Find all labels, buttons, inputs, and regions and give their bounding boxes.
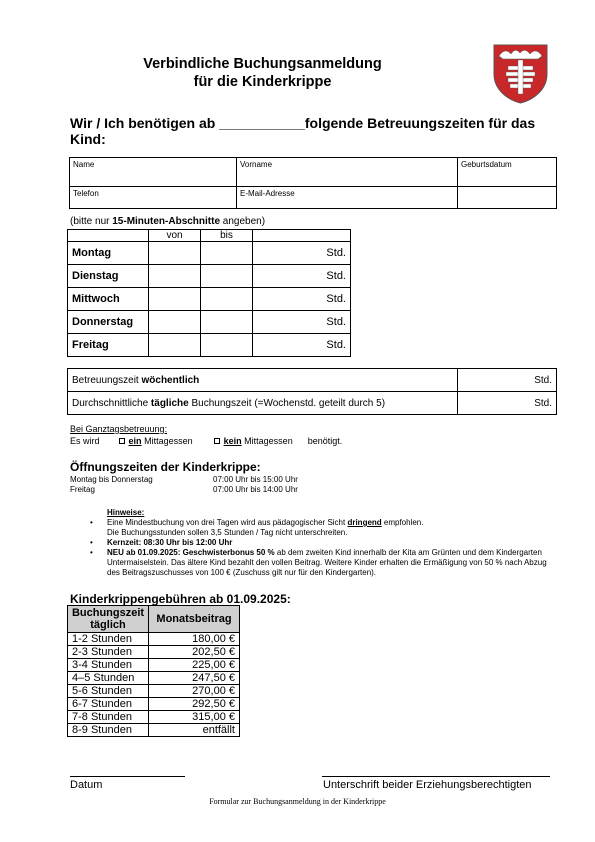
fee-hours: 1-2 Stunden bbox=[68, 633, 149, 646]
schedule-header-blank bbox=[253, 230, 351, 242]
schedule-note-post: angeben) bbox=[220, 216, 266, 227]
bis-field[interactable] bbox=[201, 288, 253, 311]
fee-price: 270,00 € bbox=[149, 685, 240, 698]
email-field[interactable] bbox=[237, 187, 458, 209]
von-field[interactable] bbox=[149, 311, 201, 334]
form-title-line2: für die Kinderkrippe bbox=[193, 74, 332, 90]
weekly-hours-label bbox=[68, 369, 458, 392]
empty-field[interactable] bbox=[458, 187, 557, 209]
telefon-label: Telefon bbox=[73, 189, 99, 198]
opening-time: 07:00 Uhr bis 14:00 Uhr bbox=[213, 485, 298, 494]
day-label: Dienstag bbox=[68, 265, 149, 288]
email-label: E-Mail-Adresse bbox=[240, 189, 295, 198]
day-label: Mittwoch bbox=[68, 288, 149, 311]
opening-hours-heading: Öffnungszeiten der Kinderkrippe: bbox=[70, 460, 261, 474]
weekly-hours-field[interactable]: Std. bbox=[458, 369, 557, 392]
telefon-field[interactable] bbox=[70, 187, 237, 209]
vorname-label: Vorname bbox=[240, 160, 273, 169]
fee-price: 315,00 € bbox=[149, 711, 240, 724]
geburtsdatum-label: Geburtsdatum bbox=[461, 160, 512, 169]
hinweis-1-bold: dringend bbox=[347, 518, 382, 527]
opening-days: Freitag bbox=[70, 485, 95, 494]
bis-field[interactable] bbox=[201, 265, 253, 288]
day-label: Donnerstag bbox=[68, 311, 149, 334]
personal-data-table bbox=[69, 157, 557, 209]
schedule-table bbox=[67, 229, 351, 357]
daily-average-pre: Durchschnittliche bbox=[72, 397, 151, 409]
table-row bbox=[68, 633, 240, 646]
table-row bbox=[68, 685, 240, 698]
hinweis-item bbox=[107, 538, 555, 548]
page-footer: Formular zur Buchungsanmeldung in der Kinderkrippe bbox=[209, 797, 386, 806]
datum-label: Datum bbox=[70, 779, 103, 791]
fees-header-price: Monatsbeitrag bbox=[149, 606, 240, 633]
schedule-note-bold: 15-Minuten-Abschnitte bbox=[112, 216, 221, 227]
fees-table bbox=[67, 605, 240, 737]
fee-price: 292,50 € bbox=[149, 698, 240, 711]
ein-mittagessen-checkbox[interactable] bbox=[119, 438, 125, 444]
table-row bbox=[68, 646, 240, 659]
fee-price: 202,50 € bbox=[149, 646, 240, 659]
mittagessen-text: Mittagessen bbox=[144, 436, 193, 446]
hinweis-1-pre: Eine Mindestbuchung von drei Tagen wird aus pädagogischer Sicht bbox=[107, 518, 348, 527]
fees-heading: Kinderkrippengebühren ab 01.09.2025: bbox=[70, 592, 291, 606]
fee-price: 180,00 € bbox=[149, 633, 240, 646]
hinweis-3-text: ab dem zweiten Kind innerhalb der Kita am Grünten und dem Kindergarten Untermaiselstein. Das ältere Kind bezahlt den vollen Beitrag. Weitere Kinder erhalten die Ermäßigung von 50 % nach Abzug des Beitragszuschusses von 100 € (Zuschuss gilt nur für den Kindergarten). bbox=[107, 548, 547, 577]
datum-line[interactable] bbox=[70, 776, 185, 777]
form-title-line1: Verbindliche Buchungsanmeldung bbox=[143, 56, 382, 72]
geburtsdatum-field[interactable] bbox=[458, 158, 557, 187]
std-field[interactable]: Std. bbox=[253, 288, 351, 311]
fees-header-hours: Buchungszeit täglich bbox=[68, 606, 149, 633]
bis-field[interactable] bbox=[201, 311, 253, 334]
von-field[interactable] bbox=[149, 288, 201, 311]
von-field[interactable] bbox=[149, 334, 201, 357]
daily-average-post: Buchungszeit (=Wochenstd. geteilt durch 5) bbox=[188, 397, 386, 409]
kein-mittagessen-checkbox[interactable] bbox=[214, 438, 220, 444]
std-field[interactable]: Std. bbox=[253, 242, 351, 265]
von-field[interactable] bbox=[149, 242, 201, 265]
municipal-crest-icon bbox=[493, 44, 548, 104]
fee-hours: 7-8 Stunden bbox=[68, 711, 149, 724]
table-row bbox=[68, 672, 240, 685]
fee-hours: 2-3 Stunden bbox=[68, 646, 149, 659]
vorname-field[interactable] bbox=[237, 158, 458, 187]
bis-field[interactable] bbox=[201, 334, 253, 357]
fee-hours: 5-6 Stunden bbox=[68, 685, 149, 698]
fee-hours: 6-7 Stunden bbox=[68, 698, 149, 711]
benoetigt-text: benötigt. bbox=[307, 436, 343, 446]
std-field[interactable]: Std. bbox=[253, 311, 351, 334]
von-field[interactable] bbox=[149, 265, 201, 288]
schedule-header-blank bbox=[68, 230, 149, 242]
weekly-hours-bold: wöchentlich bbox=[141, 374, 200, 386]
es-wird-text: Es wird bbox=[70, 436, 100, 446]
hinweise-heading: Hinweise: bbox=[107, 508, 145, 517]
mittagessen-text: Mittagessen bbox=[244, 436, 293, 446]
daily-average-field[interactable]: Std. bbox=[458, 392, 557, 415]
hinweis-3-bold: NEU ab 01.09.2025: Geschwisterbonus 50 % bbox=[107, 548, 275, 557]
fee-hours: 8-9 Stunden bbox=[68, 724, 149, 737]
name-label: Name bbox=[73, 160, 95, 169]
std-field[interactable]: Std. bbox=[253, 265, 351, 288]
bis-field[interactable] bbox=[201, 242, 253, 265]
hinweis-1-line2: Die Buchungsstunden sollen 3,5 Stunden / Tag nicht unterschreiten. bbox=[107, 528, 348, 537]
fee-price: 247,50 € bbox=[149, 672, 240, 685]
hinweis-1-post: empfohlen. bbox=[381, 518, 424, 527]
name-field[interactable] bbox=[70, 158, 237, 187]
schedule-note-pre: (bitte nur bbox=[70, 216, 113, 227]
table-row bbox=[68, 698, 240, 711]
opening-time: 07:00 Uhr bis 15:00 Uhr bbox=[213, 475, 298, 484]
daily-average-label bbox=[68, 392, 458, 415]
schedule-header-bis: bis bbox=[201, 230, 253, 242]
hinweis-item bbox=[107, 548, 555, 578]
table-row bbox=[68, 724, 240, 737]
kein-text: kein bbox=[223, 436, 242, 446]
signature-label: Unterschrift beider Erziehungsberechtigten bbox=[323, 779, 532, 791]
schedule-header-von: von bbox=[149, 230, 201, 242]
day-label: Freitag bbox=[68, 334, 149, 357]
table-row bbox=[68, 711, 240, 724]
hinweis-item bbox=[107, 518, 555, 538]
hinweise-list bbox=[90, 518, 555, 578]
hinweis-2: Kernzeit: 08:30 Uhr bis 12:00 Uhr bbox=[107, 538, 233, 547]
schedule-note bbox=[70, 216, 265, 227]
weekly-summary-table bbox=[67, 368, 557, 415]
daily-average-bold: tägliche bbox=[150, 397, 189, 409]
ein-text: ein bbox=[128, 436, 142, 446]
fee-hours: 4–5 Stunden bbox=[68, 672, 149, 685]
ganztag-heading: Bei Ganztagsbetreuung: bbox=[70, 424, 168, 434]
day-label: Montag bbox=[68, 242, 149, 265]
fee-price: entfällt bbox=[149, 724, 240, 737]
opening-days: Montag bis Donnerstag bbox=[70, 475, 153, 484]
care-times-heading: Wir / Ich benötigen ab ___________folgende Betreuungszeiten für das Kind: bbox=[70, 115, 536, 147]
fee-price: 225,00 € bbox=[149, 659, 240, 672]
table-row bbox=[68, 659, 240, 672]
mittagessen-row bbox=[70, 436, 342, 447]
weekly-hours-pre: Betreuungszeit bbox=[72, 374, 142, 386]
signature-line[interactable] bbox=[322, 776, 550, 777]
fee-hours: 3-4 Stunden bbox=[68, 659, 149, 672]
opening-hours-list bbox=[70, 475, 298, 495]
std-field[interactable]: Std. bbox=[253, 334, 351, 357]
